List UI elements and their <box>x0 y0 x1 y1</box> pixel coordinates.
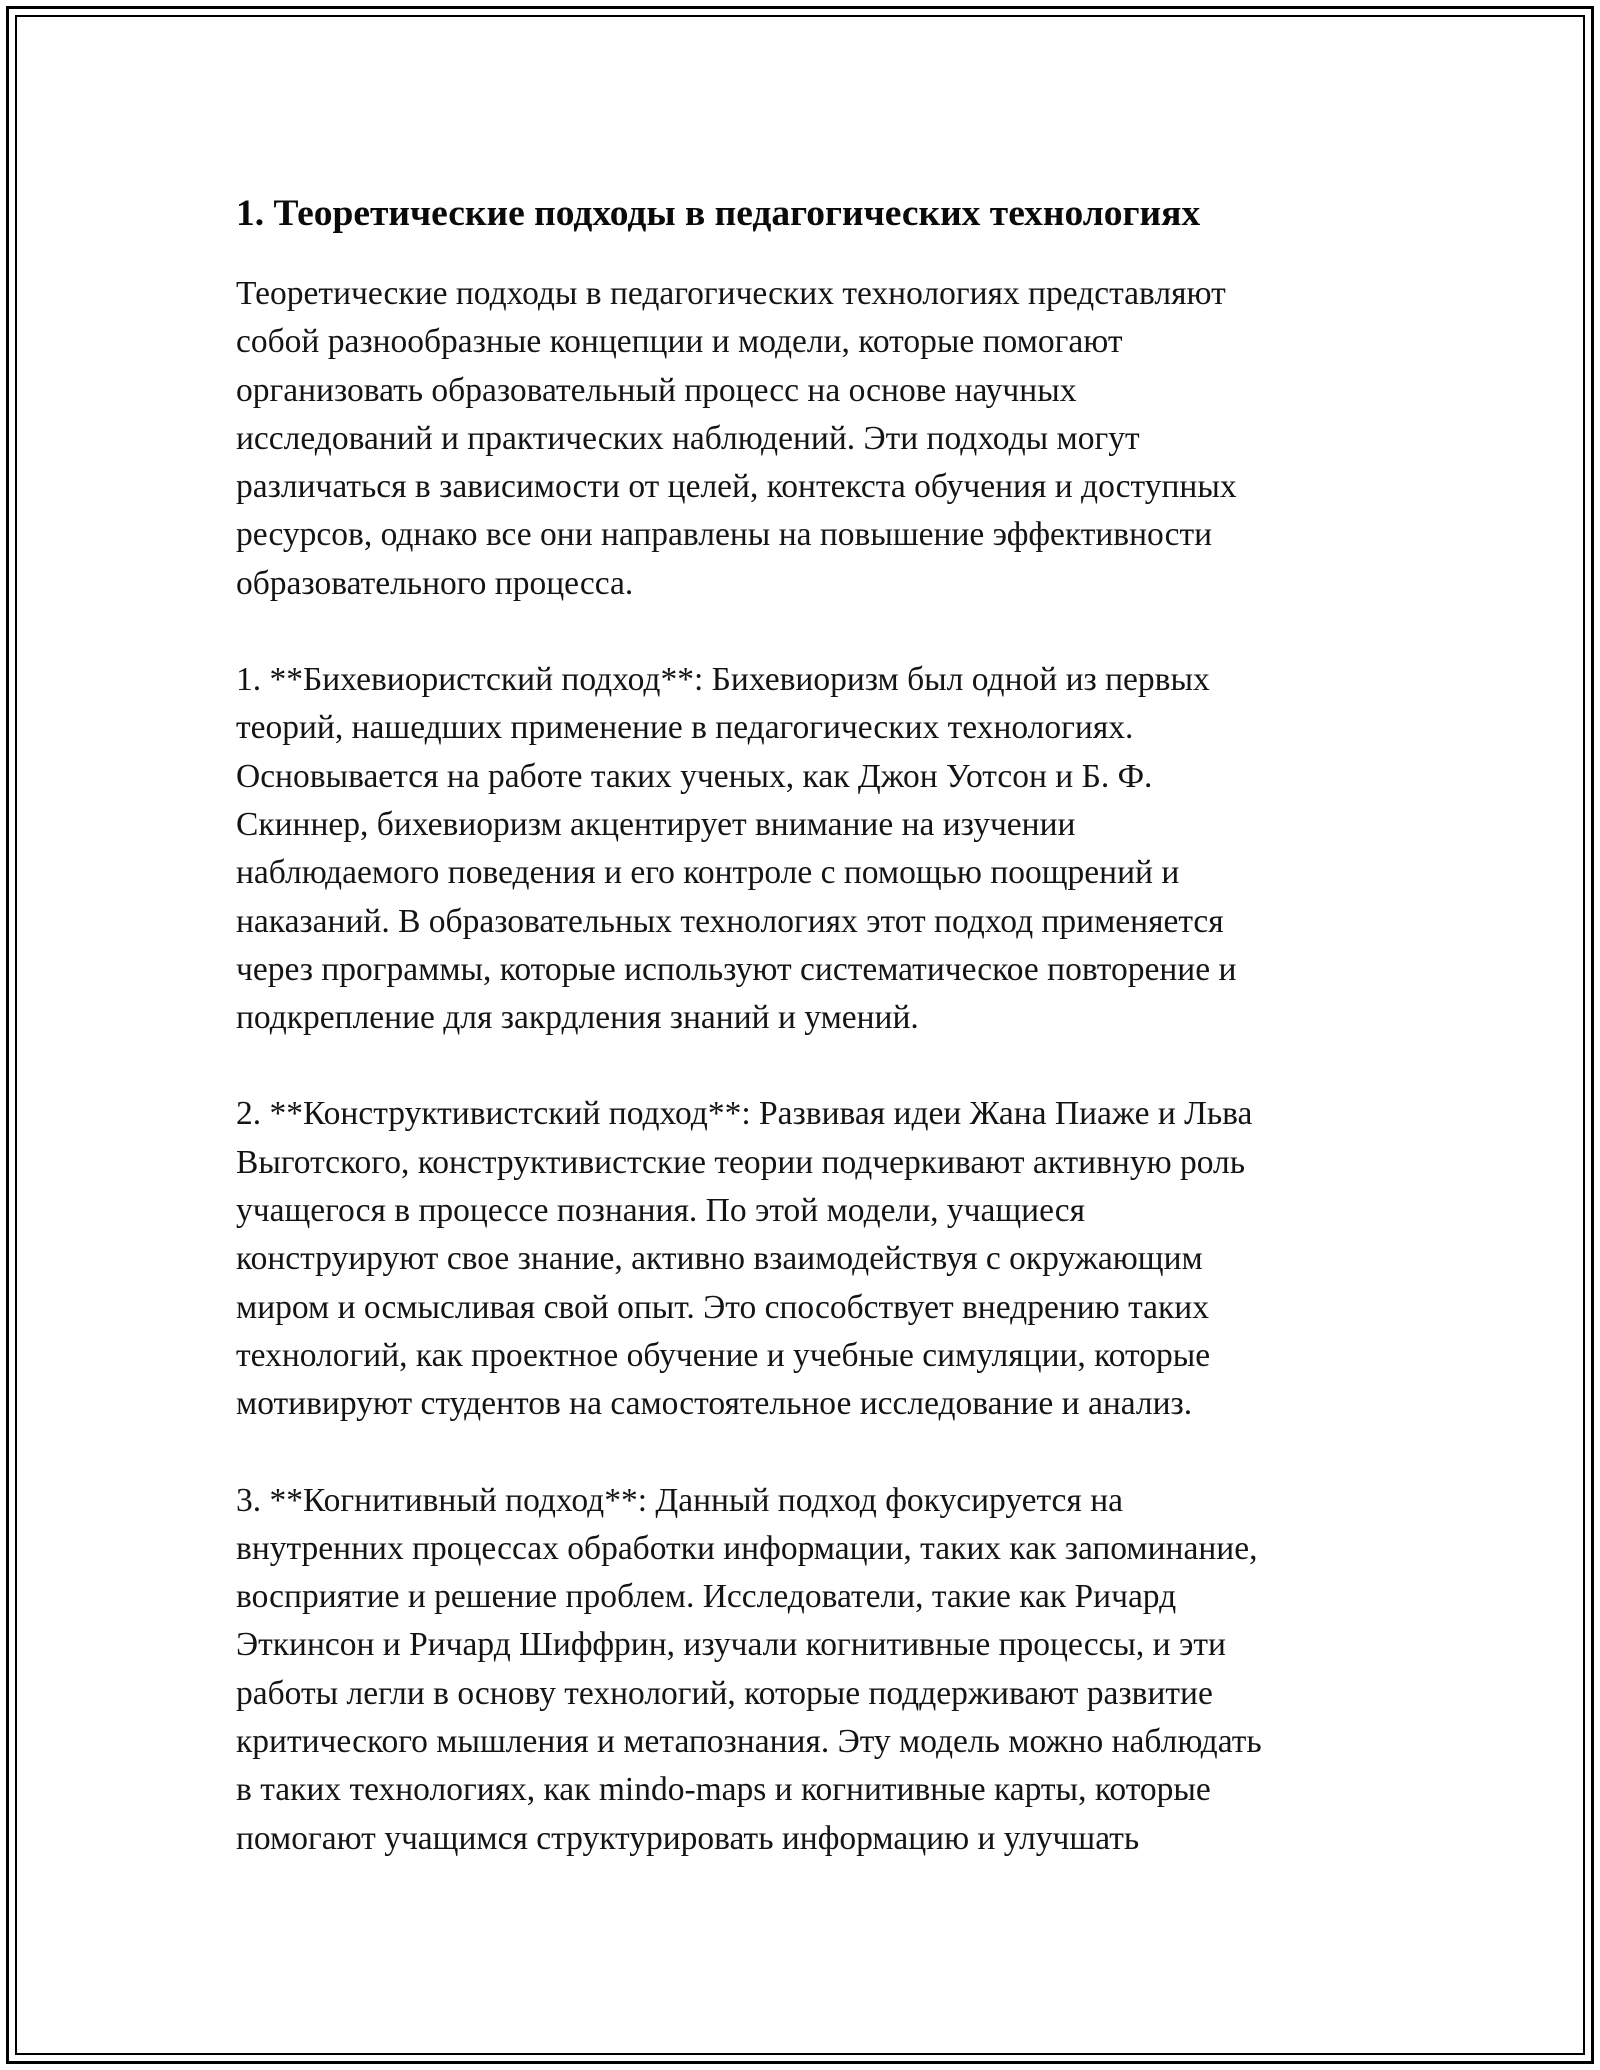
paragraph-line: внутренних процессах обработки информации, таких как запоминание, <box>236 1529 1258 1567</box>
paragraph-line: мотивируют студентов на самостоятельное исследование и анализ. <box>236 1385 1193 1423</box>
paragraph-line: восприятие и решение проблем. Исследователи, такие как Ричард <box>236 1578 1177 1616</box>
paragraph-line: 3. **Когнитивный подход**: Данный подход фокусируется на <box>236 1481 1123 1519</box>
paragraph-line: организовать образовательный процесс на основе научных <box>236 371 1077 409</box>
paragraph-line: критического мышления и метапознания. Эту модель можно наблюдать <box>236 1723 1262 1761</box>
paragraph-line: учащегося в процессе познания. По этой модели, учащиеся <box>236 1192 1086 1230</box>
paragraph-line: помогают учащимся структурировать информацию и улучшать <box>236 1819 1140 1857</box>
paragraph-line: в таких технологиях, как mindo-maps и когнитивные карты, которые <box>236 1771 1211 1809</box>
paragraph-line: 2. **Конструктивистский подход**: Развивая идеи Жана Пиаже и Льва <box>236 1095 1253 1133</box>
paragraph-line: Теоретические подходы в педагогических технологиях представляют <box>236 275 1226 312</box>
behaviorist-approach-paragraph <box>236 656 1386 1042</box>
paragraph-line: Скиннер, бихевиоризм акцентирует внимание на изучении <box>236 805 1076 843</box>
paragraph-line: Эткинсон и Ричард Шиффрин, изучали когнитивные процессы, и эти <box>236 1626 1226 1664</box>
paragraph-line: различаться в зависимости от целей, контекста обучения и доступных <box>236 468 1237 506</box>
cognitive-approach-paragraph <box>236 1477 1386 1863</box>
constructivist-approach-paragraph <box>236 1090 1386 1428</box>
paragraph-line: собой разнообразные концепции и модели, которые помогают <box>236 323 1123 361</box>
paragraph-line: ресурсов, однако все они направлены на повышение эффективности <box>236 516 1213 554</box>
paragraph-line: работы легли в основу технологий, которые поддерживают развитие <box>236 1674 1213 1712</box>
document-body <box>236 186 1386 1911</box>
paragraph-line: через программы, которые используют систематическое повторение и <box>236 950 1237 988</box>
paragraph-line: теорий, нашедших применение в педагогических технологиях. <box>236 709 1134 747</box>
paragraph-line: наблюдаемого поведения и его контроле с помощью поощрений и <box>236 854 1180 892</box>
paragraph-line: Выготского, конструктивистские теории подчеркивают активную роль <box>236 1143 1246 1181</box>
paragraph-line: исследований и практических наблюдений. Эти подходы могут <box>236 419 1140 457</box>
intro-paragraph <box>236 270 1386 608</box>
paragraph-line: Основывается на работе таких ученых, как Джон Уотсон и Б. Ф. <box>236 757 1153 795</box>
paragraph-line: наказаний. В образовательных технологиях этот подход применяется <box>236 902 1224 940</box>
paragraph-line: миром и осмысливая свой опыт. Это способствует внедрению таких <box>236 1288 1209 1326</box>
paragraph-line: технологий, как проектное обучение и учебные симуляции, которые <box>236 1336 1211 1374</box>
paragraph-line: конструируют свое знание, активно взаимодействуя с окружающим <box>236 1240 1203 1278</box>
paragraph-line: образовательного процесса. <box>236 564 634 602</box>
paragraph-line: подкрепление для закрдления знаний и умений. <box>236 999 919 1037</box>
section-heading: 1. Теоретические подходы в педагогических технологиях <box>236 193 1201 234</box>
paragraph-line: 1. **Бихевиористский подход**: Бихевиоризм был одной из первых <box>236 661 1210 699</box>
